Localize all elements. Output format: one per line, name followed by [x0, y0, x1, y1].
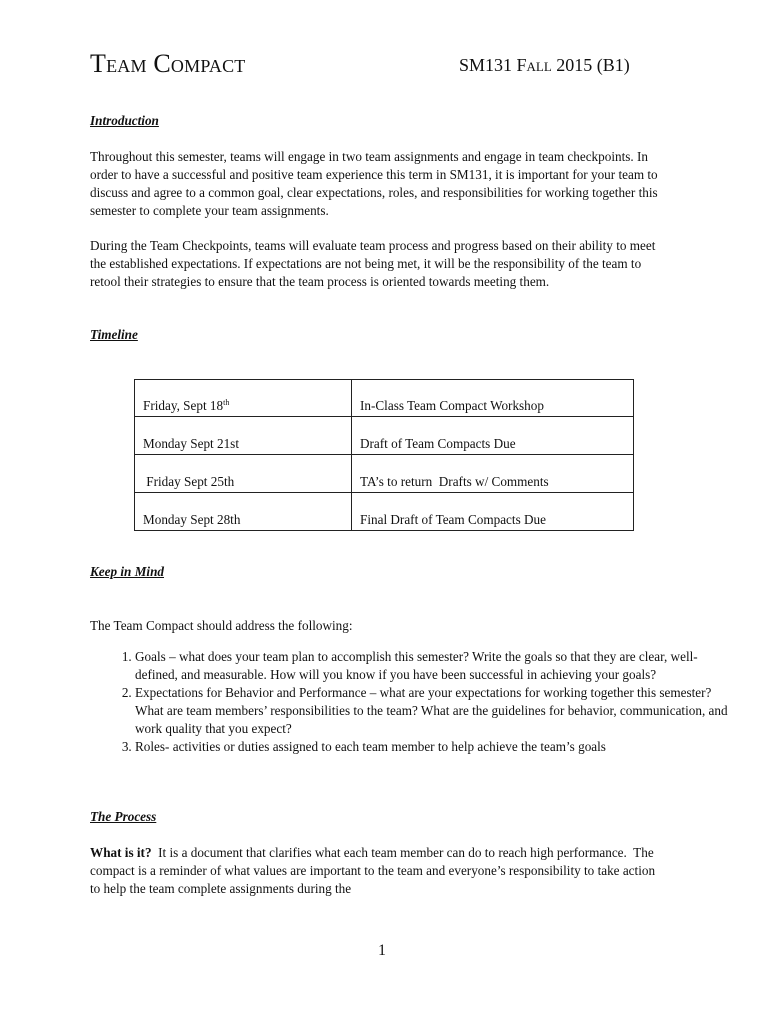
timeline-event-cell: Draft of Team Compacts Due — [352, 417, 634, 455]
keep-in-mind-intro: The Team Compact should address the following: — [90, 618, 353, 633]
timeline-date: Friday, Sept 18 — [143, 398, 224, 413]
date-superscript: th — [223, 398, 230, 407]
list-item: 2. Expectations for Behavior and Performance – what are your expectations for working together this semester? What are team members’ responsibilities to the team? What are the guidelines for behavior, communication, and work quality that you expect? — [135, 684, 735, 738]
list-item: 1. Goals – what does your team plan to accomplish this semester? Write the goals so that they are clear, well-defined, and measurable. How will you know if you have been successful in achieving your goals? — [135, 648, 735, 684]
introduction-heading: Introduction — [90, 113, 159, 128]
timeline-heading: Timeline — [90, 327, 138, 342]
timeline-date-cell — [135, 380, 352, 417]
process-paragraph — [90, 844, 660, 898]
what-is-it-text: It is a document that clarifies what each team member can do to reach high performance. The compact is a reminder of what values are important to the team and everyone’s responsibility to take action to help the team complete assignments during the — [90, 845, 659, 896]
timeline-date-cell: Monday Sept 28th — [135, 493, 352, 531]
timeline-event-cell: Final Draft of Team Compacts Due — [352, 493, 634, 531]
timeline-date-cell: Friday Sept 25th — [135, 455, 352, 493]
table-row — [135, 380, 634, 417]
compact-requirements-list — [90, 648, 735, 756]
introduction-paragraph-2: During the Team Checkpoints, teams will evaluate team process and progress based on their ability to meet the established expectations. If expectations are not being met, it will be the responsibility of the team to retool their strategies to ensure that the team process is oriented towards meeting them. — [90, 238, 656, 289]
list-item: 3. Roles- activities or duties assigned to each team member to help achieve the team’s goals — [135, 738, 735, 756]
timeline-table — [134, 379, 634, 531]
process-heading: The Process — [90, 809, 157, 824]
page-number: 1 — [378, 942, 386, 959]
course-label: SM131 Fall 2015 (B1) — [459, 55, 630, 75]
table-row — [135, 493, 634, 531]
document-header — [90, 48, 650, 82]
table-row — [135, 455, 634, 493]
document-title: Team Compact — [90, 49, 246, 78]
timeline-event-cell: TA’s to return Drafts w/ Comments — [352, 455, 634, 493]
table-row — [135, 417, 634, 455]
what-is-it-label: What is it? — [90, 845, 152, 860]
introduction-paragraph-1: Throughout this semester, teams will engage in two team assignments and engage in team checkpoints. In order to have a successful and positive team experience this term in SM131, it is important for your team to discuss and agree to a common goal, clear expectations, roles, and responsibilities for working together this semester to complete your team assignments. — [90, 149, 658, 218]
timeline-event-cell: In-Class Team Compact Workshop — [352, 380, 634, 417]
keep-in-mind-heading: Keep in Mind — [90, 564, 165, 579]
timeline-date-cell: Monday Sept 21st — [135, 417, 352, 455]
